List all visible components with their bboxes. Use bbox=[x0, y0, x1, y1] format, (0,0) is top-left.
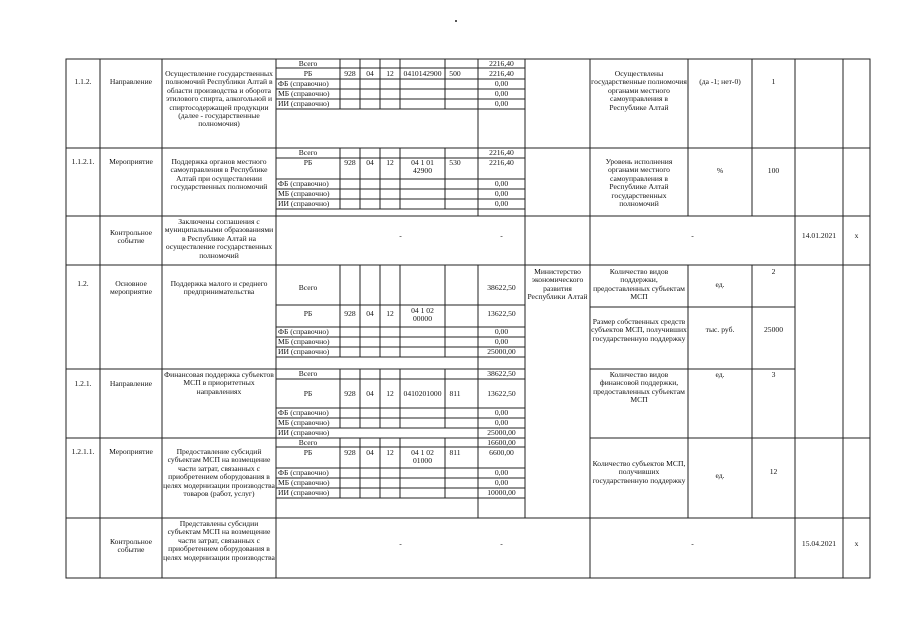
amount-mb: 0,00 bbox=[494, 478, 509, 487]
source-rb-label: РБ bbox=[303, 69, 313, 78]
grbs-code: 928 bbox=[344, 69, 356, 78]
amount-ii: 0,00 bbox=[494, 99, 509, 108]
amount-fb: 0,00 bbox=[494, 408, 509, 417]
indicator-text-2: Размер собственных средств субъектов МСП, получивших государственную поддержку bbox=[591, 317, 687, 343]
indicator-value: 3 bbox=[771, 370, 776, 379]
amount-total: 2216,40 bbox=[489, 59, 514, 68]
pr-code: 12 bbox=[386, 158, 394, 167]
source-rb-label: РБ bbox=[303, 389, 313, 398]
row-type: Мероприятие bbox=[109, 447, 153, 456]
indicator-value: 1 bbox=[771, 77, 776, 86]
indicator-unit: % bbox=[716, 166, 724, 175]
amount-ii: 25000,00 bbox=[487, 347, 516, 356]
dash-finance: - bbox=[399, 539, 402, 548]
vr-code: 530 bbox=[449, 158, 461, 167]
row-number: 1.2.1. bbox=[74, 379, 92, 388]
source-rb-label: РБ bbox=[303, 448, 313, 457]
indicator-value: 2 bbox=[771, 267, 776, 276]
pr-code: 12 bbox=[386, 69, 394, 78]
amount-mb: 0,00 bbox=[494, 337, 509, 346]
amount-fb: 0,00 bbox=[494, 468, 509, 477]
amount-rb: 13622,50 bbox=[487, 389, 516, 398]
row-name: Финансовая поддержка субъектов МСП в приоритетных направлениях bbox=[164, 370, 274, 396]
row-number: 1.2. bbox=[77, 279, 89, 288]
row-type: Контрольное событие bbox=[109, 228, 153, 246]
source-mb-label: МБ (справочно) bbox=[278, 478, 330, 487]
event-date: 15.04.2021 bbox=[801, 539, 837, 548]
dash-indicator: - bbox=[691, 231, 694, 240]
source-total-label: Всего bbox=[298, 148, 318, 157]
amount-rb: 2216,40 bbox=[489, 158, 514, 167]
pr-code: 12 bbox=[386, 389, 394, 398]
amount-fb: 0,00 bbox=[494, 79, 509, 88]
source-total-label: Всего bbox=[298, 283, 318, 292]
dash-indicator: - bbox=[691, 539, 694, 548]
source-ii-label: ИИ (справочно) bbox=[278, 99, 330, 108]
rz-code: 04 bbox=[366, 158, 374, 167]
amount-rb: 6600,00 bbox=[489, 448, 514, 457]
csr-code: 0410201000 bbox=[403, 389, 442, 398]
csr-code: 04 1 02 00000 bbox=[411, 306, 434, 324]
source-ii-label: ИИ (справочно) bbox=[278, 428, 330, 437]
row-type: Направление bbox=[109, 77, 153, 86]
amount-mb: 0,00 bbox=[494, 189, 509, 198]
row-number: 1.2.1.1. bbox=[71, 447, 95, 456]
source-ii-label: ИИ (справочно) bbox=[278, 199, 330, 208]
grbs-code: 928 bbox=[344, 309, 356, 318]
indicator-unit: (да -1; нет-0) bbox=[699, 77, 741, 86]
source-mb-label: МБ (справочно) bbox=[278, 418, 330, 427]
indicator-unit: ед. bbox=[715, 280, 725, 289]
row-number: 1.1.2.1. bbox=[71, 157, 95, 166]
vr-code: 811 bbox=[449, 389, 461, 398]
pr-code: 12 bbox=[386, 448, 394, 457]
source-mb-label: МБ (справочно) bbox=[278, 89, 330, 98]
indicator-unit: ед. bbox=[715, 471, 725, 480]
row-type: Направление bbox=[109, 379, 153, 388]
amount-mb: 0,00 bbox=[494, 89, 509, 98]
row-name: Представлены субсидии субъектам МСП на возмещение части затрат, связанных с приобретением оборудования в целях модернизации производства bbox=[163, 519, 275, 562]
source-fb-label: ФБ (справочно) bbox=[278, 408, 329, 417]
dash-amount: - bbox=[500, 539, 503, 548]
pr-code: 12 bbox=[386, 309, 394, 318]
amount-fb: 0,00 bbox=[494, 327, 509, 336]
grbs-code: 928 bbox=[344, 448, 356, 457]
grbs-code: 928 bbox=[344, 158, 356, 167]
amount-rb: 13622,50 bbox=[487, 309, 516, 318]
source-rb-label: РБ bbox=[303, 309, 313, 318]
rz-code: 04 bbox=[366, 309, 374, 318]
source-mb-label: МБ (справочно) bbox=[278, 189, 330, 198]
csr-code: 0410142900 bbox=[403, 69, 442, 78]
source-fb-label: ФБ (справочно) bbox=[278, 179, 329, 188]
source-ii-label: ИИ (справочно) bbox=[278, 488, 330, 497]
row-type: Основное мероприятие bbox=[110, 279, 152, 297]
row-type: Контрольное событие bbox=[109, 537, 153, 555]
indicator-text: Количество видов поддержки, предоставленных субъектам МСП bbox=[593, 267, 685, 302]
event-date: 14.01.2021 bbox=[801, 231, 837, 240]
rz-code: 04 bbox=[366, 389, 374, 398]
source-rb-label: РБ bbox=[303, 158, 313, 167]
vr-code: 500 bbox=[449, 69, 461, 78]
amount-total: 38622,50 bbox=[487, 369, 516, 378]
indicator-value: 12 bbox=[769, 467, 778, 476]
rz-code: 04 bbox=[366, 448, 374, 457]
indicator-value: 100 bbox=[767, 166, 780, 175]
indicator-text: Осуществлены государственные полномочия органами местного самоуправления в Республике Алтай bbox=[591, 69, 687, 112]
indicator-value-2: 25000 bbox=[764, 325, 783, 334]
amount-mb: 0,00 bbox=[494, 418, 509, 427]
indicator-unit-2: тыс. руб. bbox=[705, 325, 735, 334]
indicator-unit: ед. bbox=[715, 370, 725, 379]
source-total-label: Всего bbox=[298, 438, 318, 447]
dash-finance: - bbox=[399, 231, 402, 240]
row-name: Поддержка органов местного самоуправления в Республике Алтай при осуществлении государственных полномочий bbox=[170, 157, 268, 192]
csr-code: 04 1 01 42900 bbox=[411, 158, 434, 176]
amount-rb: 2216,40 bbox=[489, 69, 514, 78]
event-mark: x bbox=[854, 231, 859, 240]
row-name: Предоставление субсидий субъектам МСП на возмещение части затрат, связанных с приобретением оборудования в целях модернизации производства товаров (работ, услуг) bbox=[163, 447, 275, 499]
amount-fb: 0,00 bbox=[494, 179, 509, 188]
indicator-text: Уровень исполнения органами местного самоуправления в Республике Алтай государственных полномочий bbox=[605, 157, 673, 209]
row-number: 1.1.2. bbox=[74, 77, 92, 86]
indicator-text: Количество видов финансовой поддержки, предоставленных субъектам МСП bbox=[593, 370, 685, 405]
grbs-code: 928 bbox=[344, 389, 356, 398]
row-name: Поддержка малого и среднего предпринимательства bbox=[170, 279, 268, 297]
source-total-label: Всего bbox=[298, 369, 318, 378]
source-ii-label: ИИ (справочно) bbox=[278, 347, 330, 356]
amount-ii: 10000,00 bbox=[487, 488, 516, 497]
source-mb-label: МБ (справочно) bbox=[278, 337, 330, 346]
event-mark: x bbox=[854, 539, 859, 548]
rz-code: 04 bbox=[366, 69, 374, 78]
source-fb-label: ФБ (справочно) bbox=[278, 79, 329, 88]
amount-total: 38622,50 bbox=[487, 283, 516, 292]
vr-code: 811 bbox=[449, 448, 461, 457]
indicator-text: Количество субъектов МСП, получивших государственную поддержку bbox=[592, 459, 686, 485]
dash-amount: - bbox=[500, 231, 503, 240]
executor: Министерство экономического развития Республики Алтай bbox=[527, 267, 588, 302]
row-name: Заключены соглашения с муниципальными образованиями в Республике Алтай на осуществление государственных полномочий bbox=[164, 217, 274, 260]
source-fb-label: ФБ (справочно) bbox=[278, 468, 329, 477]
amount-ii: 25000,00 bbox=[487, 428, 516, 437]
source-fb-label: ФБ (справочно) bbox=[278, 327, 329, 336]
csr-code: 04 1 02 01000 bbox=[411, 448, 434, 466]
row-name: Осуществление государственных полномочий Республики Алтай в области производства и оборота этилового спирта, алкогольной и спиртосодержащей продукции (далее - государственные полномочия) bbox=[165, 69, 273, 129]
row-type: Мероприятие bbox=[109, 157, 153, 166]
amount-ii: 0,00 bbox=[494, 199, 509, 208]
amount-total: 16600,00 bbox=[487, 438, 516, 447]
source-total-label: Всего bbox=[298, 59, 318, 68]
amount-total: 2216,40 bbox=[489, 148, 514, 157]
